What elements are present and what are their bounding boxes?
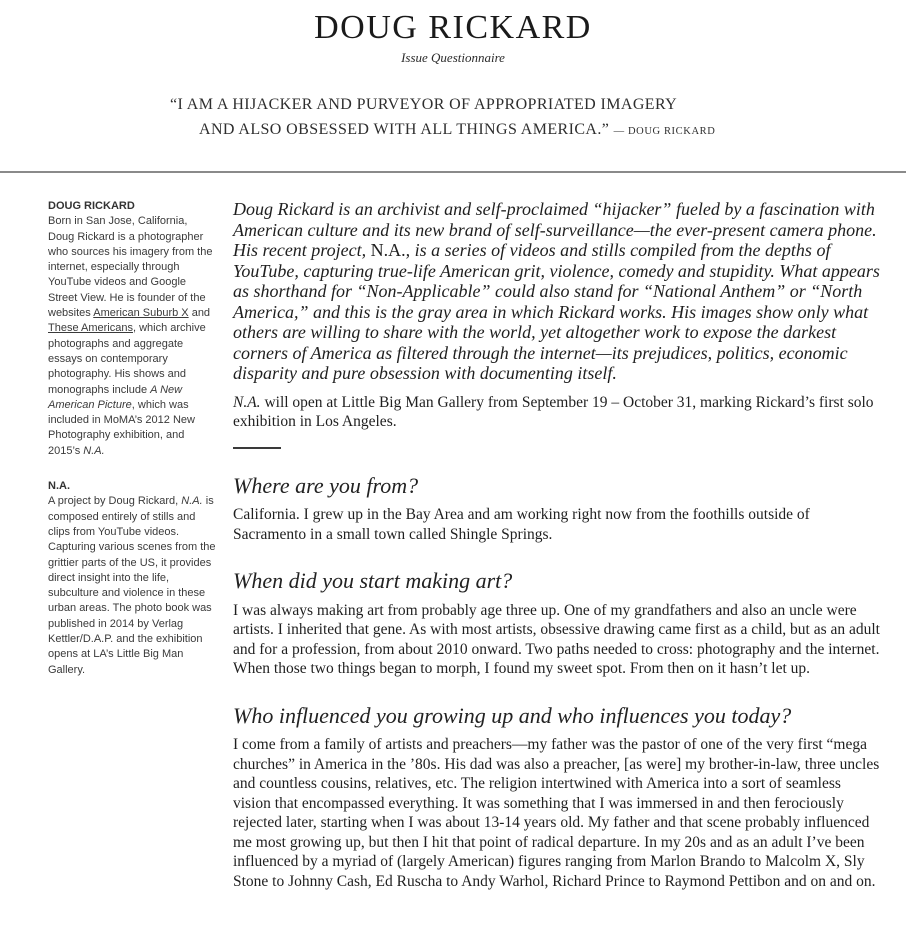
quote-attribution: — DOUG RICKARD	[613, 126, 716, 137]
text-segment: and	[188, 307, 211, 320]
text-segment: N.A.	[370, 240, 406, 260]
answer-3: I come from a family of artists and preachers—my father was the pastor of one of the very first “mega churches” in America in the ’80s. His dad was also a preacher, [as were] my brother-in-law, three uncles and countless cousins, relatives, etc. The religion intertwined with America into a sort of seamless vision that encompassed everything. It was something that I was immersed in and then ferociously rejected later, starting when I was about 13-14 years old. My father and that scene probably influenced me most growing up, but then I hit that point of radical departure. In my 20s and as an adult I’ve been influenced by a myriad of (largely American) figures ranging from Marlon Brando to Malcolm X, Sly Stone to Johnny Cash, Ed Ruscha to Andy Warhol, Richard Prince to Raymond Pettibon and on and on.	[233, 736, 880, 890]
text-segment: A project by Doug Rickard,	[48, 495, 182, 508]
answer-1: California. I grew up in the Bay Area and am working right now from the foothills outside of Sacramento in a small town called Shingle Springs.	[233, 506, 810, 543]
sidebar-na-text	[48, 494, 216, 678]
qa-block-2	[233, 568, 880, 679]
text-segment: will open at Little Big Man Gallery from September 19 – October 31, marking Rickard’s first solo exhibition in Los Angeles.	[233, 393, 874, 430]
content-area	[0, 173, 906, 891]
answer-2: I was always making art from probably age three up. One of my grandfathers and also an uncle were artists. I inherited that gene. As with most artists, obsessive drawing came first as a child, but as an adult and for a profession, from about 2010 onward. Two paths needed to cross: photography and the internet. When those two things began to morph, I found my sweet spot. From then on it hasn’t let up.	[233, 601, 880, 677]
pull-quote	[170, 92, 906, 144]
inline-link[interactable]: American Suburb X	[93, 307, 189, 320]
sidebar-section-na	[48, 479, 216, 678]
article-body	[233, 199, 880, 891]
page-title: DOUG RICKARD	[314, 9, 592, 46]
sidebar	[48, 199, 216, 678]
question-1: Where are you from?	[233, 472, 419, 498]
section-divider	[233, 447, 281, 449]
sidebar-bio-text	[48, 214, 216, 459]
question-3: Who influenced you growing up and who influences you today?	[233, 702, 792, 728]
qa-block-1	[233, 472, 880, 545]
sidebar-section-bio	[48, 199, 216, 459]
text-segment: is composed entirely of stills and clips from YouTube videos. Capturing various scenes from the grittier parts of the US, it provides direct insight into the life, subculture and violence in these urban areas. The photo book was published in 2014 by Verlag Kettler/D.A.P. and the exhibition opens at LA’s Little Big Man Gallery.	[48, 495, 216, 676]
exhibition-paragraph	[233, 393, 880, 432]
sidebar-na-heading: N.A.	[48, 480, 70, 493]
text-segment: N.A.	[181, 495, 203, 508]
page-header	[0, 0, 906, 66]
page-subtitle: Issue Questionnaire	[401, 50, 505, 65]
text-segment: Doug Rickard is an archivist and self-proclaimed “hijacker” fueled by a fascination with American culture and its new brand of self-surveillance—the ever-present camera phone. His recent project,	[233, 199, 877, 260]
question-2: When did you start making art?	[233, 568, 513, 593]
sidebar-bio-heading: DOUG RICKARD	[48, 200, 135, 212]
text-segment: A New American Picture	[48, 383, 183, 411]
pull-quote-line-1: “I AM A HIJACKER AND PURVEYOR OF APPROPRIATED IMAGERY	[170, 96, 678, 113]
pull-quote-line-2	[170, 117, 906, 144]
qa-block-3	[233, 702, 880, 892]
inline-link[interactable]: These Americans	[48, 322, 133, 335]
text-segment: N.A.	[233, 393, 261, 411]
intro-paragraph	[233, 199, 880, 384]
text-segment: , is a series of videos and stills compiled from the depths of YouTube, capturing true-life American grit, violence, comedy and stupidity. What appears as shorthand for “Non-Applicable” could also stand for “National Anthem” or “North America,” and this is the gray area in which Rickard works. His images show only what others are willing to share with the world, yet altogether work to expose the darkest corners of America as filtered through the internet—its prejudices, politics, economic disparity and pure obsession with documenting itself.	[233, 240, 880, 383]
text-segment: Born in San Jose, California, Doug Rickard is a photographer who sources his imagery from the internet, especially through YouTube videos and Google Street View. He is founder of the websites	[48, 215, 213, 320]
text-segment: N.A.	[83, 444, 105, 457]
text-segment: , which was included in MoMA’s 2012 New Photography exhibition, and 2015’s	[48, 398, 195, 457]
pull-quote-text: AND ALSO OBSESSED WITH ALL THINGS AMERICA.”	[199, 121, 610, 138]
text-segment: , which archive photographs and aggregate essays on contemporary photography. His shows and monographs include	[48, 322, 206, 396]
